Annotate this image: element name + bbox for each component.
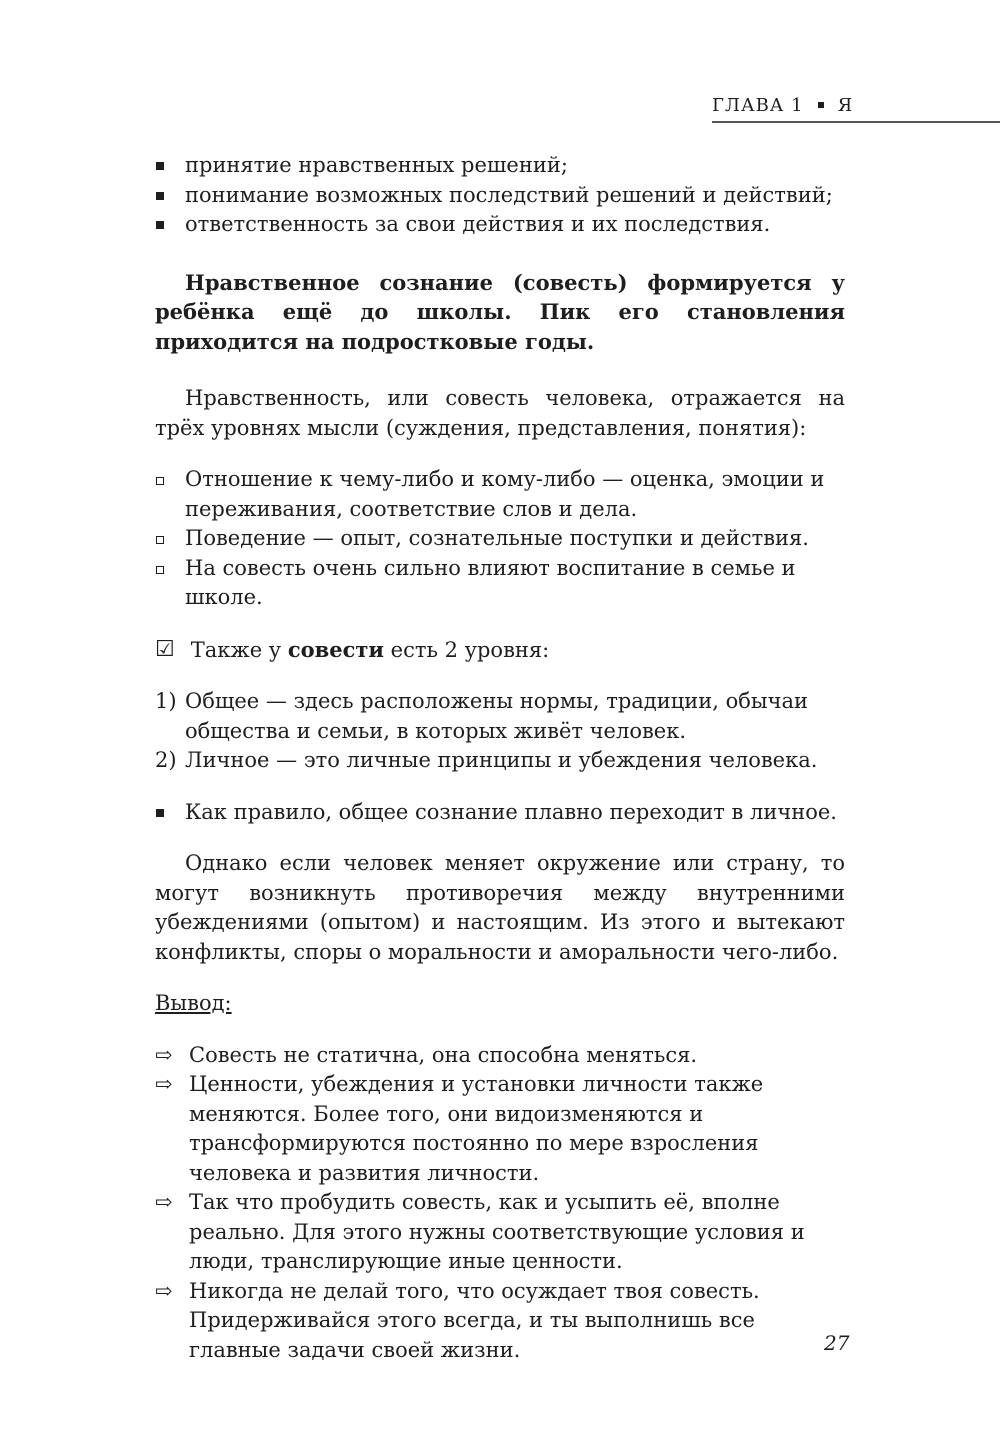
paragraph-levels: Нравственность, или совесть человека, отражается на трёх уровнях мысли (суждения, представления, понятия): (155, 386, 845, 440)
list-item: принятие нравственных решений; (155, 151, 845, 181)
list-item: ответственность за свои действия и их последствия. (155, 210, 845, 240)
arrow-right-icon: ⇨ (155, 1072, 173, 1096)
checkbox-text: Также у совести есть 2 уровня: (190, 636, 550, 662)
separator-square-icon (818, 102, 824, 108)
bold-paragraph: Нравственное сознание (совесть) формируется у ребёнка ещё до школы. Пик его становления приходится на подростковые годы. (155, 269, 845, 354)
conclusion-heading: Вывод: (155, 991, 232, 1015)
list-item: ⇨ Никогда не делай того, что осуждает твоя совесть. Придерживайся этого всегда, и ты выполнишь все главные задачи своей жизни. (155, 1278, 760, 1362)
list-item: Поведение — опыт, сознательные поступки и действия. (155, 524, 845, 554)
chapter-title: Я (837, 95, 854, 116)
list-item: На совесть очень сильно влияют воспитание в семье и школе. (155, 554, 845, 613)
hollow-bullet-list (155, 465, 845, 613)
bold-word: совести (287, 636, 384, 662)
arrow-right-icon: ⇨ (155, 1190, 173, 1214)
page-content (155, 151, 845, 1365)
list-item: Как правило, общее сознание плавно переходит в личное. (155, 798, 845, 828)
chapter-label: ГЛАВА 1 (712, 95, 804, 116)
list-item: ⇨ Ценности, убеждения и установки личности также меняются. Более того, они видоизменяются и трансформируются постоянно по мере взросления человека и развития личности. (155, 1072, 764, 1185)
list-item: понимание возможных последствий решений и действий; (155, 181, 845, 211)
page-number: 27 (824, 1331, 850, 1355)
checkbox-icon: ☑ (155, 637, 175, 662)
list-item: ⇨ Совесть не статична, она способна меняться. (155, 1041, 845, 1071)
arrow-right-icon: ⇨ (155, 1042, 173, 1067)
arrow-right-icon: ⇨ (155, 1278, 173, 1303)
numbered-list (155, 687, 845, 776)
header-rule (712, 121, 1000, 123)
paragraph-conflict: Однако если человек меняет окружение или страну, то могут возникнуть противоречия между внутренними убеждениями (опытом) и настоящим. Из этого и вытекают конфликты, споры о моральности и аморальности чего-либо. (155, 851, 845, 964)
bullet-rule-list (155, 798, 845, 828)
bullet-list-top (155, 151, 845, 240)
list-item: 2) Личное — это личные принципы и убеждения человека. (155, 748, 818, 772)
list-item: Отношение к чему-либо и кому-либо — оценка, эмоции и переживания, соответствие слов и дела. (155, 465, 845, 524)
running-head (712, 95, 853, 116)
checkbox-line (155, 635, 845, 666)
list-item: 1) Общее — здесь расположены нормы, традиции, обычаи общества и семьи, в которых живёт человек. (155, 689, 808, 743)
conclusion-list (155, 1041, 845, 1366)
list-item: ⇨ Так что пробудить совесть, как и усыпить её, вполне реально. Для этого нужны соответствующие условия и люди, транслирующие иные ценности. (155, 1190, 805, 1273)
